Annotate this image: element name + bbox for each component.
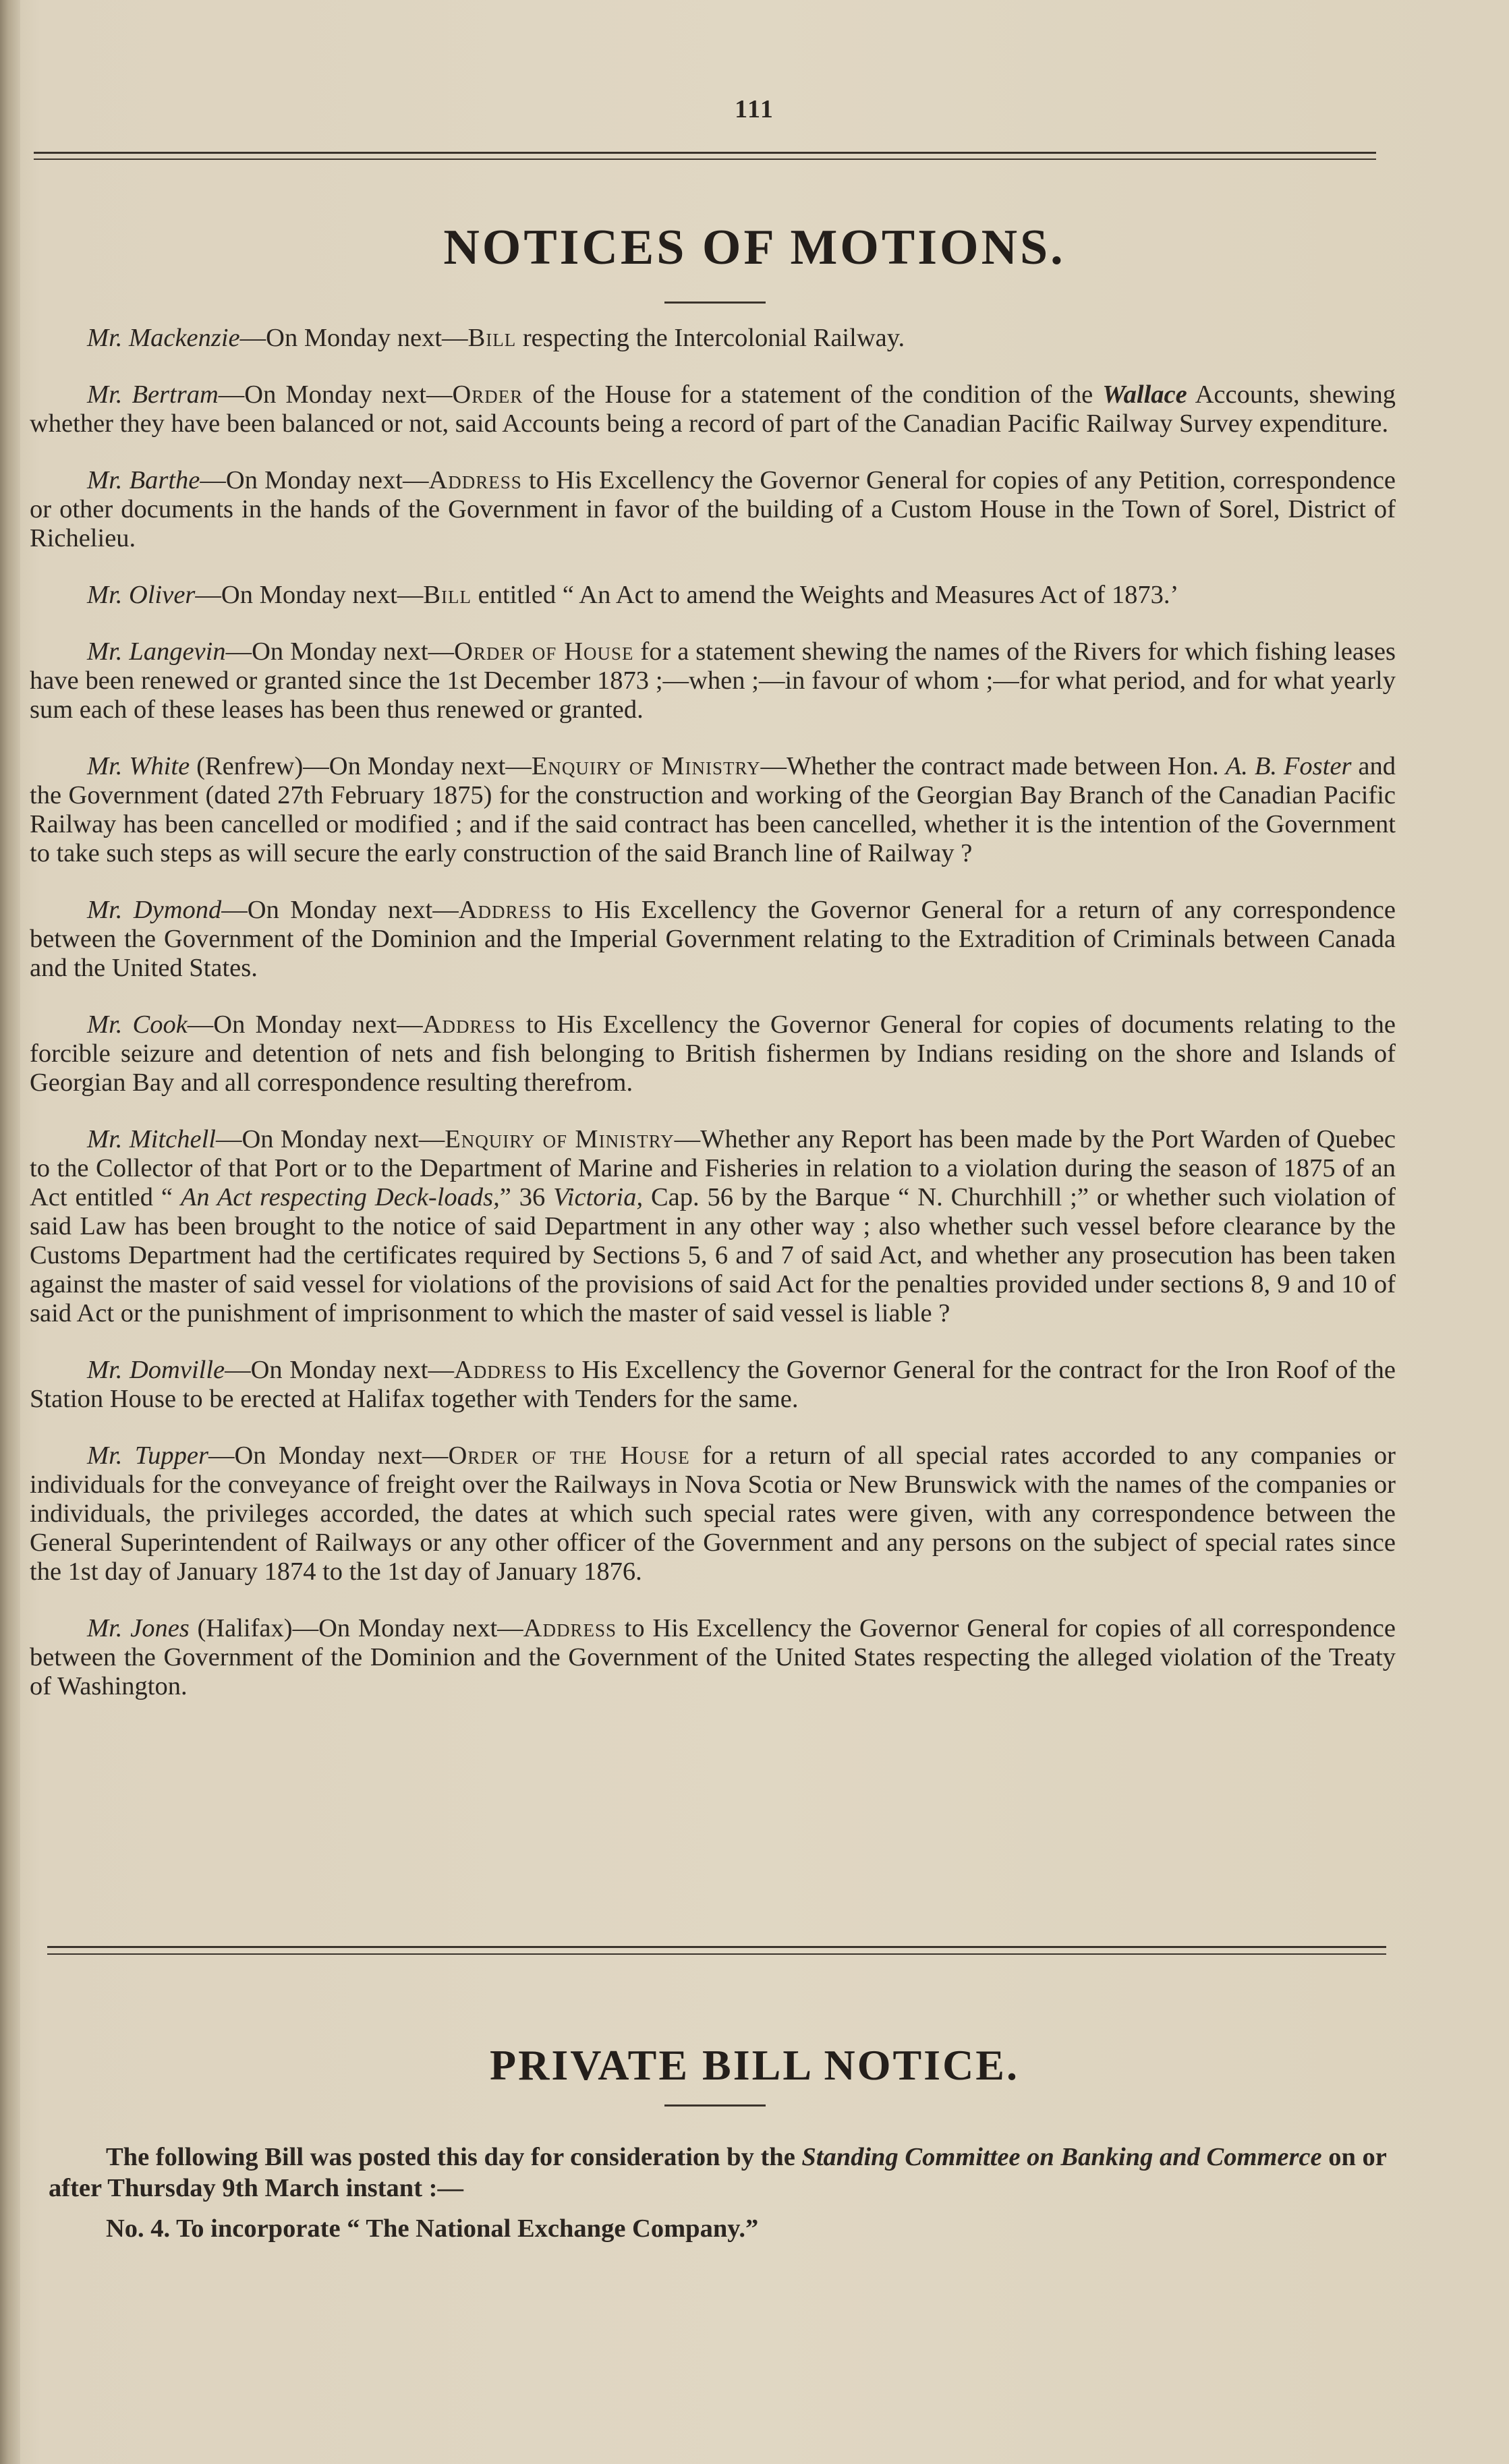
motion-item: Mr. Mitchell—On Monday next—Enquiry of Ministry—Whether any Report has been made by the Port Warden of Quebec to the Collector of that Port or to the Department of Marine and Fisheries in relation to a violation during the season of 1875 of an Act entitled “ An Act respecting Deck-loads,” 36 Victoria, Cap. 56 by the Barque “ N. Churchhill ;” or whether such violation of said Law has been brought to the notice of said Department in any other way ; also whether such vessel before clearance by the Customs Department had the certificates required by Sections 5, 6 and 7 of said Act, and whether any prosecution has been taken against the master of said vessel for violations of the provisions of said Act for the penalties provided under sections 8, 9 and 10 of said Act or the punishment of imprisonment to which the master of said vessel is liable ?	[30, 1125, 1396, 1327]
motion-item: Mr. Domville—On Monday next—Address to His Excellency the Governor General for the contract for the Iron Roof of the Station House to be erected at Halifax together with Tenders for the same.	[30, 1356, 1396, 1413]
heading-underline	[664, 302, 766, 304]
private-bill-intro: The following Bill was posted this day for consideration by the Standing Committee on Banking and Commerce on or after Thursday 9th March instant :—	[49, 2143, 1387, 2202]
private-heading-underline	[664, 2104, 766, 2107]
private-bill-notice	[49, 2142, 1411, 2244]
motion-item: Mr. Bertram—On Monday next—Order of the House for a statement of the condition of the Wallace Accounts, shewing whether they have been balanced or not, said Accounts being a record of part of the Canadian Pacific Railway Survey expenditure.	[30, 380, 1396, 438]
motion-item: Mr. White (Renfrew)—On Monday next—Enquiry of Ministry—Whether the contract made between Hon. A. B. Foster and the Government (dated 27th February 1875) for the construction and working of the Georgian Bay Branch of the Canadian Pacific Railway has been cancelled or modified ; and if the said contract has been cancelled, whether it is the intention of the Government to take such steps as will secure the early construction of the said Branch line of Railway ?	[30, 752, 1396, 867]
motion-item: Mr. Langevin—On Monday next—Order of House for a statement shewing the names of the Rivers for which fishing leases have been renewed or granted since the 1st December 1873 ;—when ;—in favour of whom ;—for what period, and for what yearly sum each of these leases has been thus renewed or granted.	[30, 637, 1396, 724]
page-number: 111	[735, 95, 774, 123]
top-rule	[34, 152, 1376, 154]
motion-item: Mr. Mackenzie—On Monday next—Bill respecting the Intercolonial Railway.	[87, 324, 905, 352]
motion-item: Mr. Cook—On Monday next—Address to His Excellency the Governor General for copies of documents relating to the forcible seizure and detention of nets and fish belonging to British fishermen by Indians residing on the shore and Islands of Georgian Bay and all correspondence resulting therefrom.	[30, 1010, 1396, 1097]
section-rule	[47, 1946, 1386, 1948]
notices-heading: NOTICES OF MOTIONS.	[443, 220, 1066, 275]
section-rule-thin	[47, 1953, 1386, 1955]
motion-item: Mr. Dymond—On Monday next—Address to His Excellency the Governor General for a return of any correspondence between the Government of the Dominion and the Imperial Government relating to the Extradition of Criminals between Canada and the United States.	[30, 896, 1396, 982]
motion-item: Mr. Barthe—On Monday next—Address to His Excellency the Governor General for copies of any Petition, correspondence or other documents in the hands of the Government in favor of the building of a Custom House in the Town of Sorel, District of Richelieu.	[30, 466, 1396, 552]
page-binding-edge	[0, 0, 20, 2464]
motions-list	[30, 324, 1396, 1729]
motion-item: Mr. Tupper—On Monday next—Order of the House for a return of all special rates accorded to any companies or individuals for the conveyance of freight over the Railways in Nova Scotia or New Brunswick with the names of the companies or individuals, the privileges accorded, the dates at which such special rates were given, with any correspondence between the General Superintendent of Railways or any other officer of the Government and any persons on the subject of special rates since the 1st day of January 1874 to the 1st day of January 1876.	[30, 1441, 1396, 1586]
motion-item: Mr. Oliver—On Monday next—Bill entitled “ An Act to amend the Weights and Measures Act of 1873.’	[87, 581, 1179, 609]
top-rule-thin	[34, 159, 1376, 160]
motion-item: Mr. Jones (Halifax)—On Monday next—Address to His Excellency the Governor General for copies of all correspondence between the Government of the Dominion and the Government of the United States respecting the alleged violation of the Treaty of Washington.	[30, 1614, 1396, 1700]
private-bill-heading: PRIVATE BILL NOTICE.	[490, 2041, 1019, 2089]
private-bill-item: No. 4. To incorporate “ The National Exchange Company.”	[106, 2214, 759, 2243]
